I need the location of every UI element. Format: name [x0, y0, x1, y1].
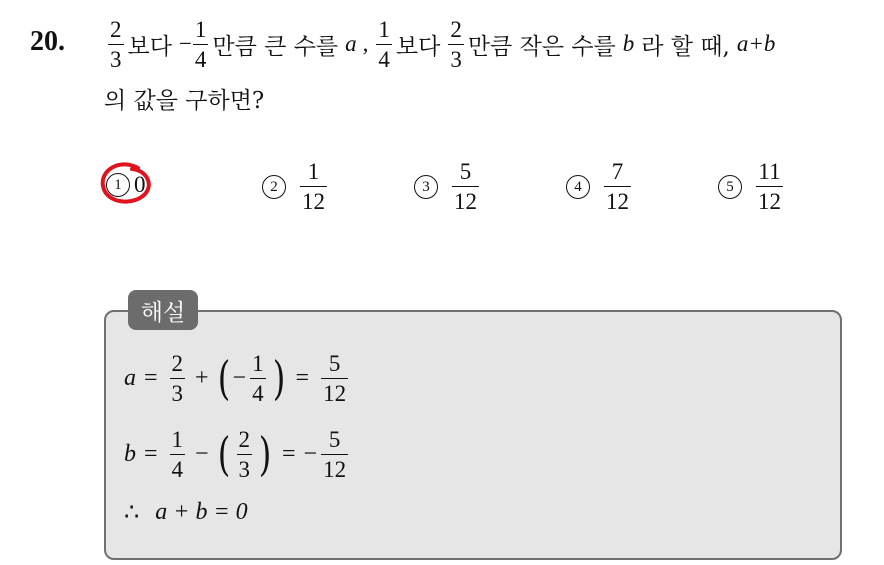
- solution-tag: 해설: [128, 290, 198, 330]
- variable-a: a: [345, 31, 357, 56]
- fraction-1-4: $\frac{1}{4}$: [378, 16, 390, 72]
- final-expression: a + b = 0: [155, 499, 248, 525]
- question-line-1: [104, 14, 775, 74]
- fraction: $\frac{5}{12}$: [323, 426, 347, 482]
- fraction-1-4: $\frac{1}{4}$: [194, 16, 207, 72]
- fraction: $\frac{5}{12}$: [323, 350, 347, 406]
- question-text: 만큼 작은 수를: [467, 33, 616, 60]
- choice-fraction: $\frac{11}{12}$: [758, 159, 781, 214]
- choice-number-4: 4: [566, 175, 590, 199]
- question-text: 보다: [127, 33, 172, 60]
- choice-5[interactable]: [718, 160, 787, 213]
- variable-b: b: [622, 31, 635, 56]
- left-paren: (: [217, 351, 230, 405]
- therefore-symbol: ∴: [124, 500, 140, 526]
- expression-a-plus-b: a+b: [736, 31, 776, 56]
- choice-number-2: 2: [262, 175, 286, 199]
- choice-fraction: $\frac{1}{12}$: [302, 159, 325, 214]
- choice-3[interactable]: [414, 160, 483, 213]
- choice-number-5: 5: [718, 175, 742, 199]
- choice-fraction: $\frac{5}{12}$: [454, 159, 477, 214]
- choice-2[interactable]: [262, 160, 331, 213]
- choice-value: 0: [134, 172, 146, 197]
- fraction-2-3: $\frac{2}{3}$: [450, 16, 462, 72]
- fraction: $\frac{2}{3}$: [238, 426, 251, 482]
- fraction: $\frac{2}{3}$: [171, 350, 184, 406]
- comma: ,: [362, 31, 369, 56]
- choice-number-1: 1: [106, 173, 130, 197]
- solution-equation-3: [124, 498, 248, 527]
- solution-equation-1: a = $\frac{2}{3}$ + ( − $\frac{1}{4}$ ) = $\frac{5}{12}$: [124, 350, 347, 406]
- left-paren: (: [217, 427, 230, 481]
- minus-sign: −: [178, 31, 192, 56]
- choice-number-3: 3: [414, 175, 438, 199]
- right-paren: ): [272, 351, 285, 405]
- choice-fraction: $\frac{7}{12}$: [606, 159, 629, 214]
- question-text: 라 할 때,: [641, 33, 730, 60]
- solution-equation-2: b = $\frac{1}{4}$ − ( $\frac{2}{3}$ ) = − $\frac{5}{12}$: [124, 426, 347, 482]
- answer-circle-stroke: [103, 164, 149, 201]
- fraction: $\frac{1}{4}$: [252, 350, 264, 406]
- right-paren: ): [258, 427, 272, 481]
- fraction-2-3: $\frac{2}{3}$: [110, 16, 122, 72]
- answer-circle-mark: [98, 160, 158, 210]
- question-line-2: 의 값을 구하면?: [104, 88, 265, 114]
- choice-4[interactable]: [566, 160, 635, 213]
- question-text: 만큼 큰 수를: [212, 33, 339, 60]
- fraction: $\frac{1}{4}$: [171, 426, 184, 482]
- question-text: 보다: [395, 33, 441, 60]
- question-number: 20.: [30, 26, 65, 57]
